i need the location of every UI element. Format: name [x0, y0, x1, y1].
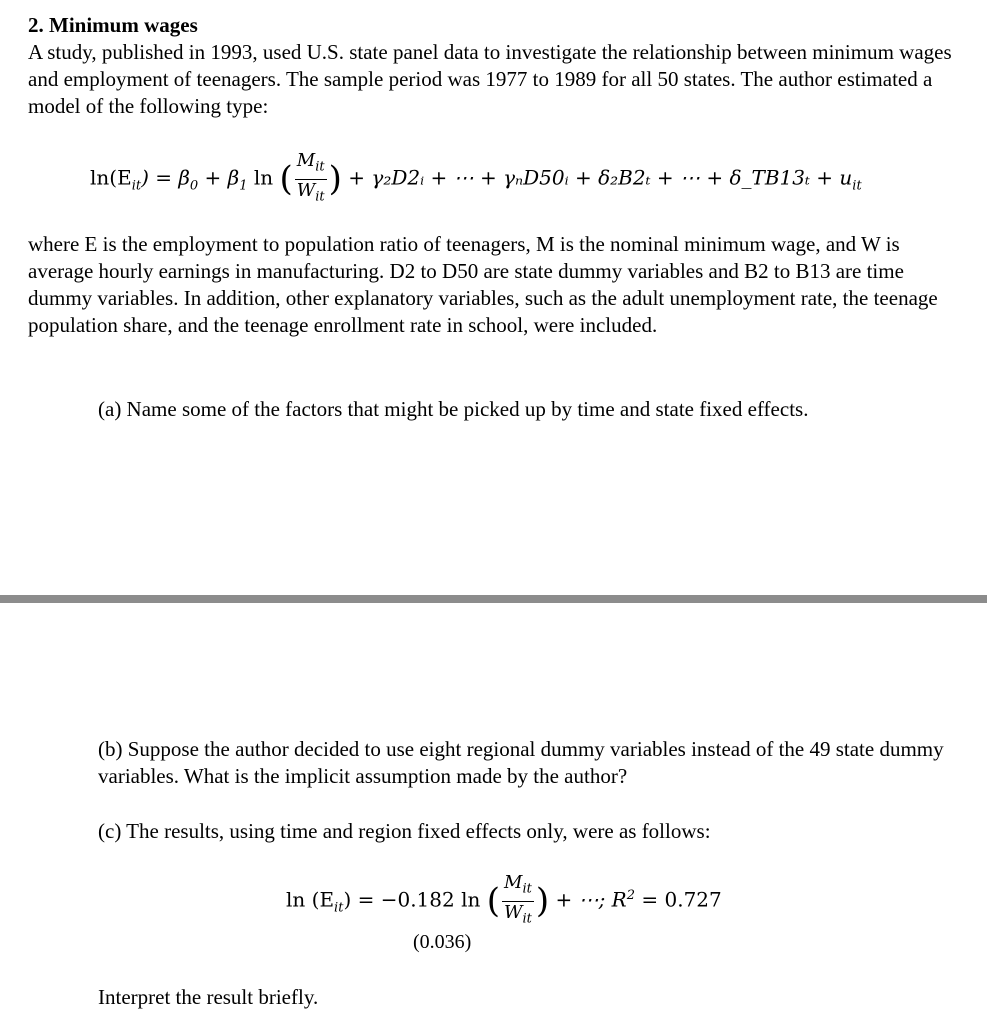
- page-divider: [0, 595, 987, 603]
- results-equation: $\ln (E_{it}) = -0.182$ ln ( $\frac{M_{it}}{W_{it}}$ ) + ⋯; $R^2 = 0.727$: [286, 872, 722, 930]
- intro-paragraph: A study, published in 1993, used U.S. state panel data to investigate the relationship between minimum wages and employment of teenagers. The sample period was 1977 to 1989 for all 50 states. The author estimated a model of the following type:: [28, 40, 952, 118]
- section-title: 2. Minimum wages: [28, 13, 198, 37]
- standard-error: (0.036): [413, 931, 472, 953]
- question-d: Interpret the result briefly.: [98, 985, 319, 1009]
- question-c: (c) The results, using time and region fixed effects only, were as follows:: [98, 819, 711, 843]
- question-a: (a) Name some of the factors that might be picked up by time and state fixed effects.: [98, 397, 809, 421]
- results-wage-ratio-fraction: $\frac{M_{it}}{W_{it}}$: [503, 872, 532, 927]
- definitions-paragraph: where E is the employment to population ratio of teenagers, M is the nominal minimum wage, and W is average hourly earnings in manufacturing. D2 to D50 are state dummy variables and B2 to B13 are time dummy variables. In addition, other explanatory variables, such as the adult unemployment rate, the teenage population share, and the teenage enrollment rate in school, were included.: [28, 232, 938, 337]
- question-b: (b) Suppose the author decided to use eight regional dummy variables instead of the 49 state dummy variables. What is the implicit assumption made by the author?: [98, 737, 944, 788]
- wage-ratio-fraction: $\frac{M_{it}}{W_{it}}$: [296, 150, 325, 205]
- model-equation: $\ln(E_{it}) = \beta_0 + \beta_1$ ln ( $\frac{M_{it}}{W_{it}}$ ) + γ₂D2ᵢ + ⋯ + γₙD50ᵢ + δ₂B2ₜ + ⋯ + δ_TB13ₜ + $u_{it}$: [90, 150, 862, 208]
